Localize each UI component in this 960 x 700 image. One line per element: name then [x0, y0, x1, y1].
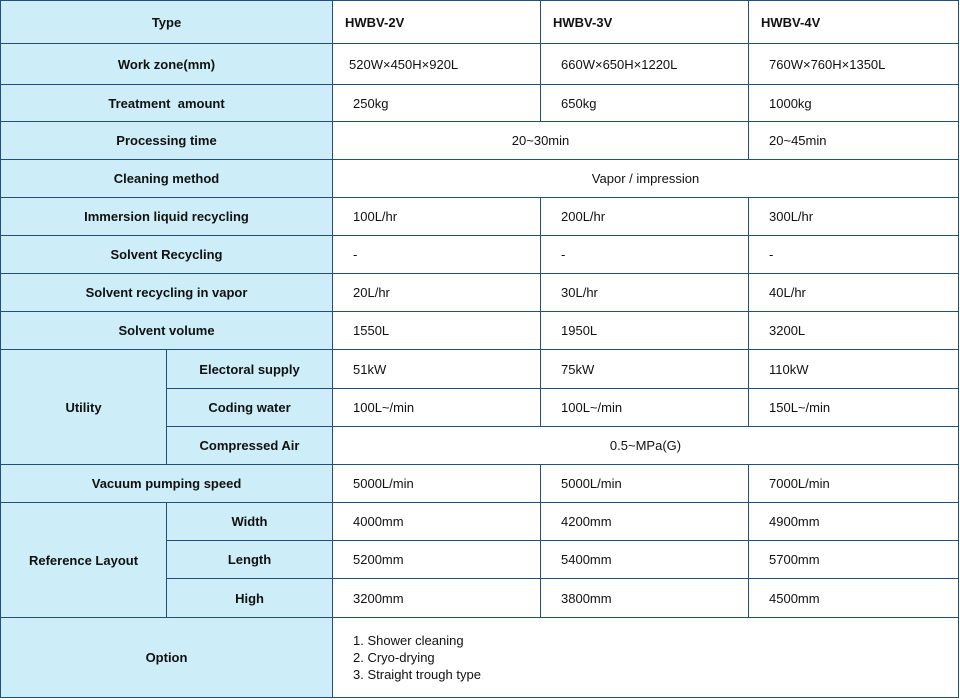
- table-cell: 250kg: [333, 85, 541, 122]
- table-row: [1, 1, 959, 44]
- option-item: 3. Straight trough type: [353, 667, 481, 682]
- row-label: Processing time: [1, 122, 333, 160]
- table-cell: -: [333, 236, 541, 274]
- table-cell: 300L/hr: [749, 198, 959, 236]
- table-cell: 100L~/min: [541, 389, 749, 427]
- table-cell: 3200mm: [333, 579, 541, 618]
- table-cell: 100L~/min: [333, 389, 541, 427]
- row-label: Length: [167, 541, 333, 579]
- table-cell: 51kW: [333, 350, 541, 389]
- table-cell: 4900mm: [749, 503, 959, 541]
- table-row: [1, 122, 959, 160]
- table-cell: 4500mm: [749, 579, 959, 618]
- table-cell: 5200mm: [333, 541, 541, 579]
- table-row: [1, 85, 959, 122]
- row-label: Vacuum pumping speed: [1, 465, 333, 503]
- table-cell: 650kg: [541, 85, 749, 122]
- table-row: [1, 618, 959, 698]
- table-cell: 7000L/min: [749, 465, 959, 503]
- row-label: Solvent recycling in vapor: [1, 274, 333, 312]
- row-label: Immersion liquid recycling: [1, 198, 333, 236]
- table-cell: 1000kg: [749, 85, 959, 122]
- table-row: [1, 503, 959, 541]
- table-cell: -: [541, 236, 749, 274]
- table-cell: 3200L: [749, 312, 959, 350]
- table-cell: 4000mm: [333, 503, 541, 541]
- table-cell: 5000L/min: [333, 465, 541, 503]
- model-header: HWBV-4V: [749, 1, 959, 44]
- table-cell: 760W×760H×1350L: [749, 44, 959, 85]
- row-label: Treatment amount: [1, 85, 333, 122]
- table-cell: Vapor / impression: [333, 160, 959, 198]
- row-label: Work zone(mm): [1, 44, 333, 85]
- row-label: Coding water: [167, 389, 333, 427]
- table-row: [1, 350, 959, 389]
- type-header: Type: [1, 1, 333, 44]
- table-row: [1, 236, 959, 274]
- model-header: HWBV-2V: [333, 1, 541, 44]
- option-item: 2. Cryo-drying: [353, 650, 435, 665]
- option-item: 1. Shower cleaning: [353, 633, 464, 648]
- row-label: High: [167, 579, 333, 618]
- table-cell: -: [749, 236, 959, 274]
- table-cell: 1950L: [541, 312, 749, 350]
- table-cell: 5700mm: [749, 541, 959, 579]
- row-label: Solvent Recycling: [1, 236, 333, 274]
- row-label: Solvent volume: [1, 312, 333, 350]
- table-cell: 200L/hr: [541, 198, 749, 236]
- row-label: Option: [1, 618, 333, 698]
- table-row: [1, 274, 959, 312]
- table-row: [1, 160, 959, 198]
- table-cell: 0.5~MPa(G): [333, 427, 959, 465]
- table-cell: 4200mm: [541, 503, 749, 541]
- table-cell: 110kW: [749, 350, 959, 389]
- row-label: Electoral supply: [167, 350, 333, 389]
- table-cell: 20~45min: [749, 122, 959, 160]
- option-list: [333, 618, 959, 698]
- table-row: [1, 312, 959, 350]
- table-cell: 75kW: [541, 350, 749, 389]
- model-header: HWBV-3V: [541, 1, 749, 44]
- table-cell: 1550L: [333, 312, 541, 350]
- row-label: Cleaning method: [1, 160, 333, 198]
- table-cell: 150L~/min: [749, 389, 959, 427]
- table-cell: 20L/hr: [333, 274, 541, 312]
- row-label: Width: [167, 503, 333, 541]
- table-row: [1, 465, 959, 503]
- group-label-utility: Utility: [1, 350, 167, 465]
- table-cell: 40L/hr: [749, 274, 959, 312]
- table-cell: 100L/hr: [333, 198, 541, 236]
- table-row: [1, 44, 959, 85]
- table-cell: 5400mm: [541, 541, 749, 579]
- row-label: Compressed Air: [167, 427, 333, 465]
- table-row: [1, 198, 959, 236]
- table-cell: 30L/hr: [541, 274, 749, 312]
- table-cell: 20~30min: [333, 122, 749, 160]
- group-label-reference-layout: Reference Layout: [1, 503, 167, 618]
- table-cell: 3800mm: [541, 579, 749, 618]
- table-cell: 520W×450H×920L: [333, 44, 541, 85]
- table-cell: 660W×650H×1220L: [541, 44, 749, 85]
- table-cell: 5000L/min: [541, 465, 749, 503]
